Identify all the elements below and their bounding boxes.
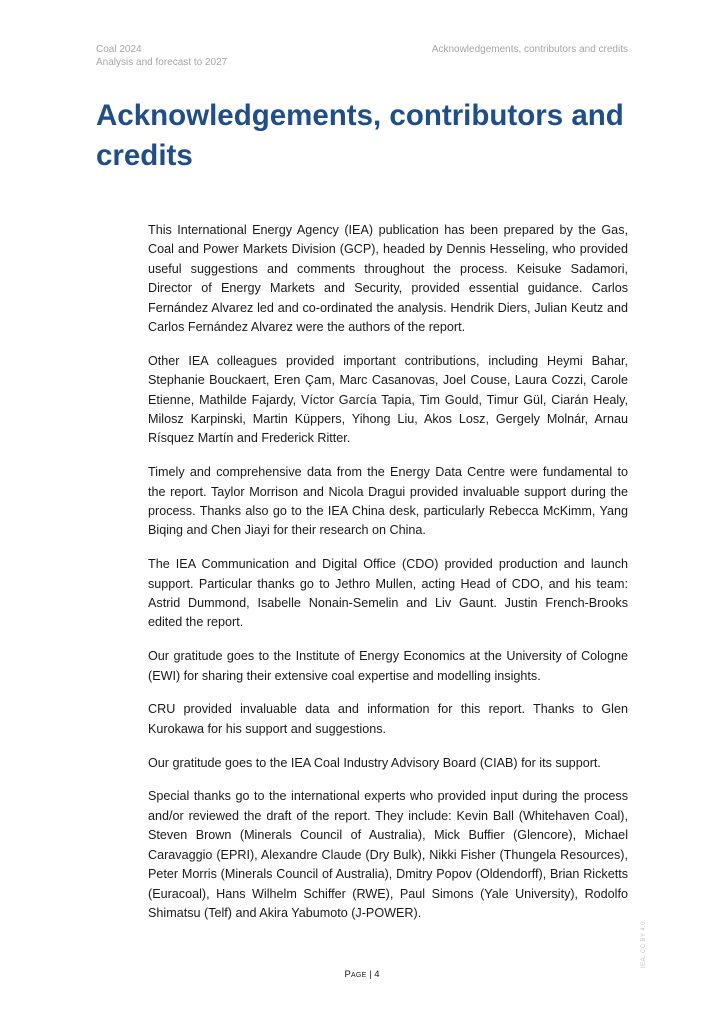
paragraph: Our gratitude goes to the Institute of Energy Economics at the University of Cologne (EWI) for sharing their extensive coal expertise and modelling insights. [148,649,628,683]
page-title: Acknowledgements, contributors and credits [96,99,624,172]
paragraph: The IEA Communication and Digital Office (CDO) provided production and launch support. Particular thanks go to Jethro Mullen, acting Head of CDO, and his team: Astrid Dummond, Isabelle Nonain-Semelin and Liv Gaunt. Justin French-Brooks edited the report. [148,557,628,630]
page-footer [0,969,724,980]
page-label: Page [344,969,367,980]
report-subtitle: Analysis and forecast to 2027 [96,57,228,68]
report-title: Coal 2024 [96,44,142,55]
paragraph: This International Energy Agency (IEA) publication has been prepared by the Gas, Coal and Power Markets Division (GCP), headed by Dennis Hesseling, who provided useful suggestions and comments throughout the process. Keisuke Sadamori, Director of Energy Markets and Security, provided essential guidance. Carlos Fernández Alvarez led and co-ordinated the analysis. Hendrik Diers, Julian Keutz and Carlos Fernández Alvarez were the authors of the report. [148,223,628,335]
page-number: 4 [374,969,380,980]
page-separator: | [369,969,372,980]
report-header [96,43,227,69]
paragraph: Timely and comprehensive data from the Energy Data Centre were fundamental to the report. Taylor Morrison and Nicola Dragui provided invaluable support during the process. Thanks also go to the IEA China desk, particularly Rebecca McKimm, Yang Biqing and Chen Jiayi for their research on China. [148,465,628,538]
license-note: IEA. CC BY 4.0. [641,919,647,968]
paragraph: Other IEA colleagues provided important contributions, including Heymi Bahar, Stephanie Bouckaert, Eren Çam, Marc Casanovas, Joel Couse, Laura Cozzi, Carole Etienne, Mathilde Fajardy, Víctor García Tapia, Tim Gould, Timur Gül, Ciarán Healy, Milosz Karpinski, Martin Küppers, Yihong Liu, Akos Losz, Gergely Molnár, Arnau Rísquez Martín and Frederick Ritter. [148,353,628,446]
paragraph: CRU provided invaluable data and information for this report. Thanks to Glen Kurokawa for his support and suggestions. [148,702,628,736]
paragraph: Special thanks go to the international experts who provided input during the process and/or reviewed the draft of the report. They include: Kevin Ball (Whitehaven Coal), Steven Brown (Minerals Council of Australia), Mick Buffier (Glencore), Michael Caravaggio (EPRI), Alexandre Claude (Dry Bulk), Nikki Fisher (Thungela Resources), Peter Morris (Minerals Council of Australia), Dmitry Popov (Oldendorff), Brian Ricketts (Euracoal), Hans Wilhelm Schiffer (RWE), Paul Simons (Yale University), Rodolfo Shimatsu (Telf) and Akira Yabumoto (J-POWER). [148,789,628,920]
section-header: Acknowledgements, contributors and credits [431,44,628,55]
body-text [148,221,628,938]
paragraph: Our gratitude goes to the IEA Coal Industry Advisory Board (CIAB) for its support. [148,755,601,770]
